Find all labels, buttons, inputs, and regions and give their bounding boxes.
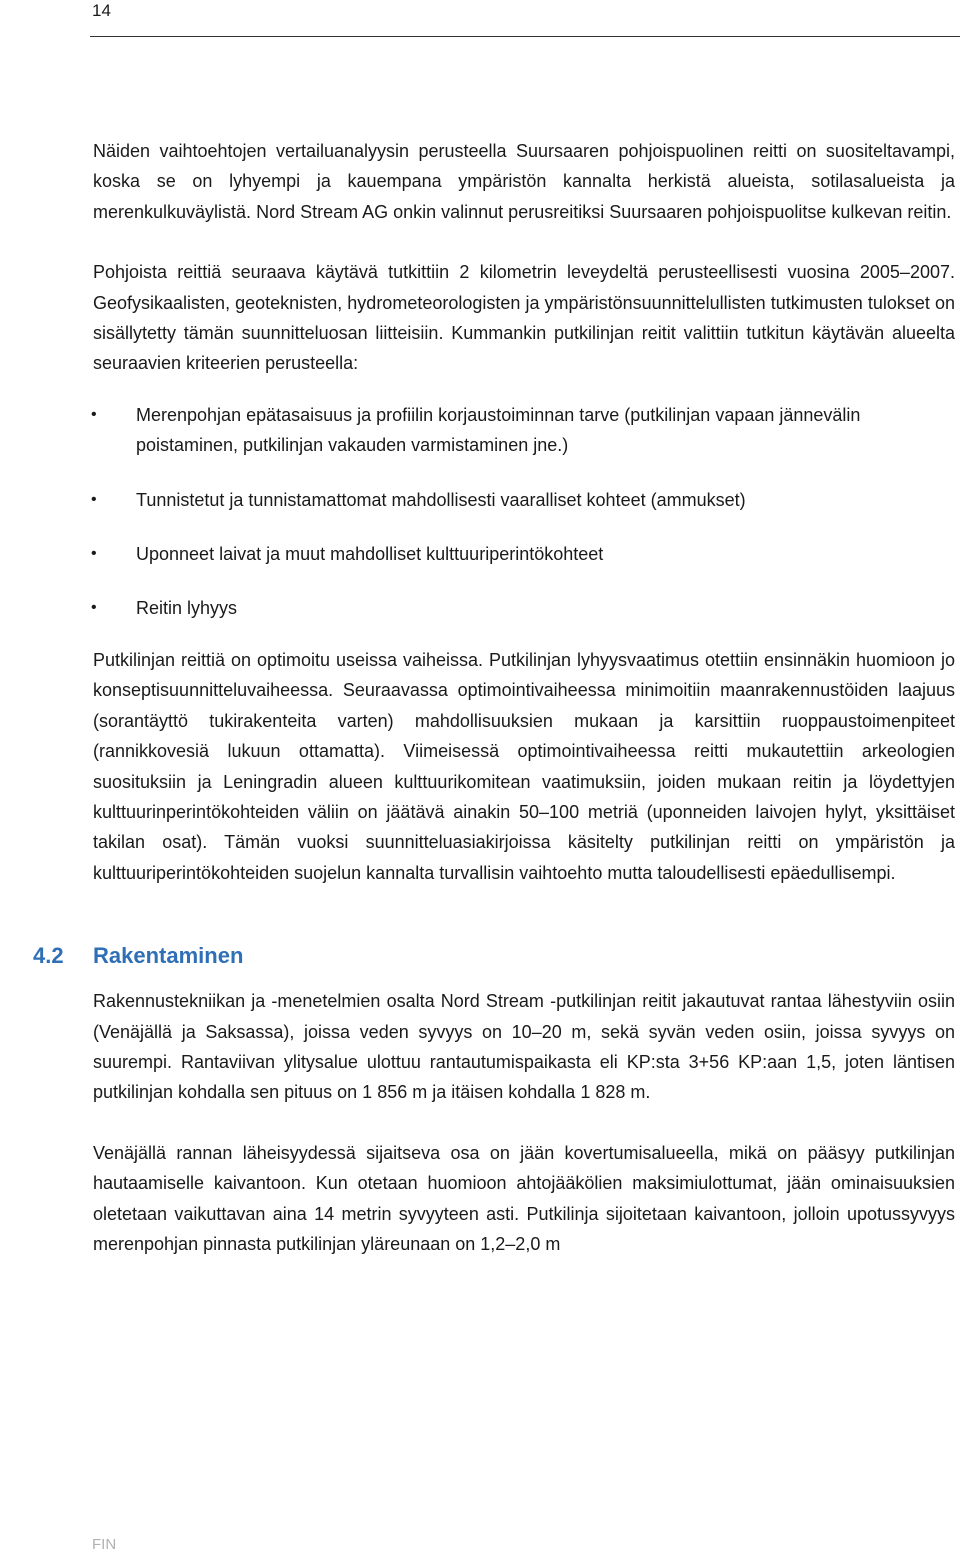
list-item-text: Tunnistetut ja tunnistamattomat mahdollisesti vaaralliset kohteet (ammukset)	[136, 489, 746, 510]
page-number: 14	[92, 1, 111, 20]
criteria-list	[93, 400, 955, 624]
list-item	[93, 485, 955, 515]
paragraph-ice-zone: Venäjällä rannan läheisyydessä sijaitseva osa on jään kovertumisalueella, mikä on pääsyy putkilinjan hautaamiselle kaivantoon. Kun otetaan huomioon ahtojääkölien maksimiulottumat, jään ominaisuuksien oletetaan vaikuttavan aina 14 metrin syvyyteen asti. Putkilinja sijoitetaan kaivantoon, jolloin upotussyvyys merenpohjan pinnasta putkilinjan yläreunaan on 1,2–2,0 m	[93, 1142, 955, 1254]
header-divider	[90, 36, 960, 37]
bullet-icon: •	[91, 599, 97, 617]
bullet-icon: •	[91, 545, 97, 563]
section-heading	[0, 938, 955, 974]
paragraph-route-comparison: Näiden vaihtoehtojen vertailuanalyysin perusteella Suursaaren pohjoispuolinen reitti on suositeltavampi, koska se on lyhyempi ja kauempana ympäristön kannalta herkistä alueista, sotilasalueista ja merenkulkuväylistä. Nord Stream AG onkin valinnut perusreitiksi Suursaaren pohjoispuolitse kulkevan reitin.	[93, 141, 955, 222]
list-item	[93, 400, 955, 461]
list-item-text: Uponneet laivat ja muut mahdolliset kulttuuriperintökohteet	[136, 544, 604, 565]
bullet-icon: •	[91, 490, 97, 508]
paragraph-construction-methods: Rakennustekniikan ja -menetelmien osalta Nord Stream -putkilinjan reitit jakautuvat rantaa lähestyviin osiin (Venäjällä ja Saksassa), joissa veden syvyys on 10–20 m, sekä syvän veden osiin, joissa syvyys on suurempi. Rantaviivan ylitysalue ulottuu rantautumispaikasta eli KP:sta 3+56 KP:aan 1,5, joten läntisen putkilinjan kohdalla sen pituus on 1 856 m ja itäisen kohdalla 1 828 m.	[93, 991, 955, 1103]
paragraph-corridor-survey: Pohjoista reittiä seuraava käytävä tutkittiin 2 kilometrin leveydeltä perusteellisesti vuosina 2005–2007. Geofysikaalisten, geoteknisten, hydrometeorologisten ja ympäristönsuunnittelullisten tutkimusten tulokset on sisällytetty tämän suunnitteluosan liitteisiin. Kummankin putkilinjan reitit valittiin tutkitun käytävän alueelta seuraavien kriteerien perusteella:	[93, 262, 955, 374]
list-item	[93, 593, 955, 623]
footer-language: FIN	[92, 1536, 117, 1553]
bullet-icon: •	[91, 405, 97, 423]
section-title: Rakentaminen	[93, 942, 244, 968]
paragraph-route-optimization: Putkilinjan reittiä on optimoitu useissa vaiheissa. Putkilinjan lyhyysvaatimus otettiin ensinnäkin huomioon jo konseptisuunnitteluvaiheessa. Seuraavassa optimointivaiheessa minimoitiin maanrakennustöiden laajuus (sorantäyttö tukirakenteita varten) mahdollisuuksien mukaan ja karsittiin ruoppaustoimenpiteet (rannikkovesiä lukuun ottamatta). Viimeisessä optimointivaiheessa reitti mukautettiin arkeologien suosituksiin ja Leningradin alueen kulttuurikomitean vaatimuksiin, joiden mukaan reitin ja löydettyjen kulttuurinperintökohteiden väliin on jäätävä ainakin 50–100 metriä (uponneiden laivojen hylyt, yksittäiset takilan osat). Tämän vuoksi suunnitteluasiakirjoissa käsitelty putkilinjan reitti on ympäristön ja kulttuuriperintökohteiden suojelun kannalta turvallisin vaihtoehto mutta taloudellisesti epäedullisempi.	[93, 649, 955, 883]
list-item	[93, 539, 955, 569]
list-item-text: Merenpohjan epätasaisuus ja profiilin korjaustoiminnan tarve (putkilinjan vapaan jännevälin poistaminen, putkilinjan vakauden varmistaminen jne.)	[136, 404, 861, 456]
list-item-text: Reitin lyhyys	[136, 598, 238, 619]
document-body	[33, 136, 955, 1259]
section-number: 4.2	[33, 942, 64, 968]
